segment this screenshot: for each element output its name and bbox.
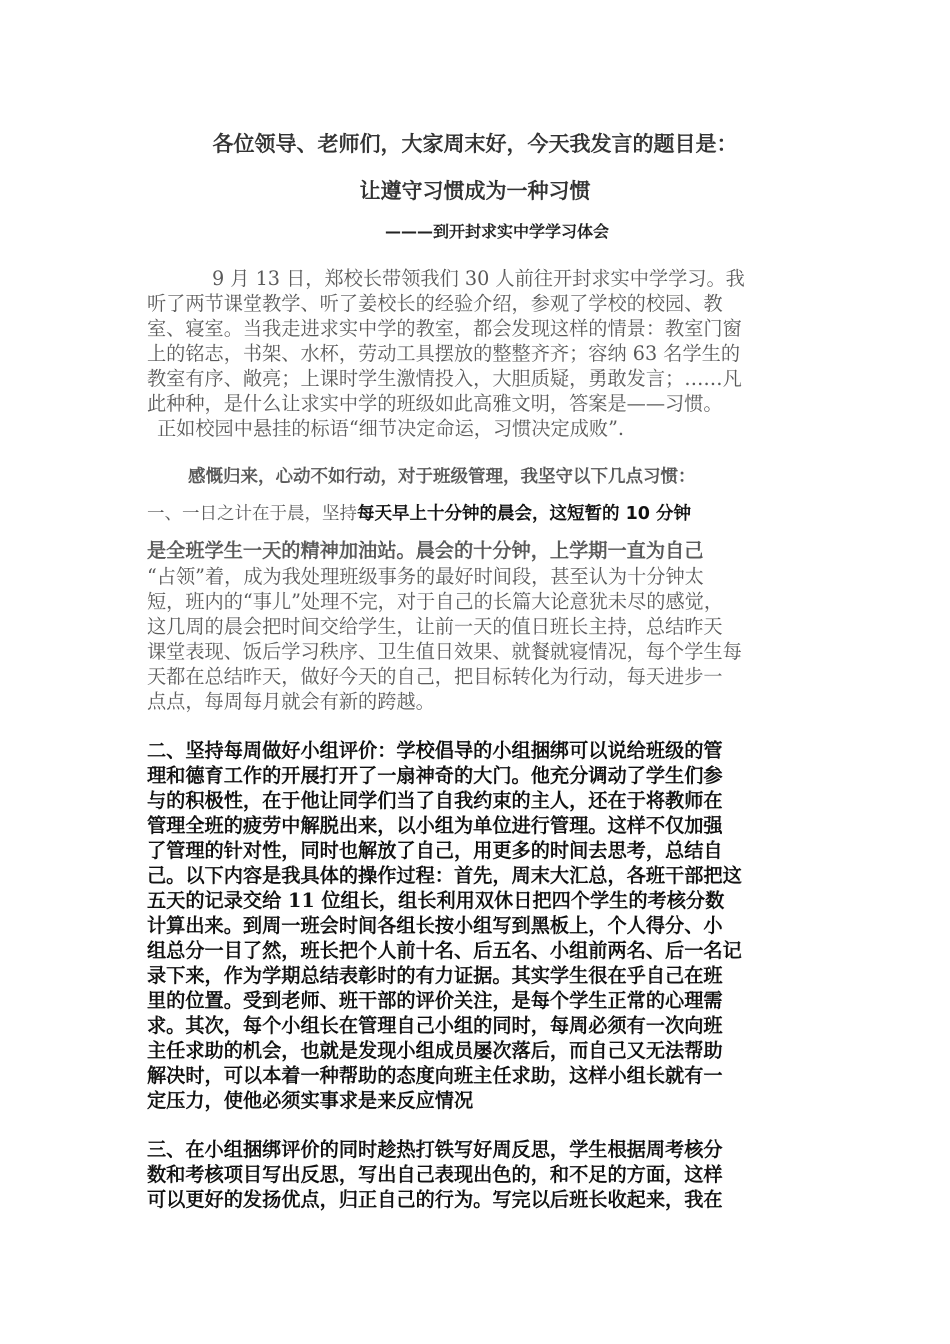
section-three-line: 数和考核项目写出反思，写出自己表现出色的，和不足的方面，这样 <box>147 1163 723 1186</box>
section-two-line: 了管理的针对性，同时也解放了自己，用更多的时间去思考，总结自 <box>147 839 723 862</box>
intro-line: 听了两节课堂教学、听了姜校长的经验介绍，参观了学校的校园、教 <box>147 292 723 315</box>
intro-line: 上的铭志，书架、水杯，劳动工具摆放的整整齐齐；容纳 63 名学生的 <box>147 342 741 365</box>
section-one-line: 这几周的晨会把时间交给学生，让前一天的值日班长主持，总结昨天 <box>147 615 723 638</box>
section-two-line: 求。其次，每个小组长在管理自己小组的同时，每周必须有一次向班 <box>147 1014 723 1037</box>
section-two-line: 里的位置。受到老师、班干部的评价关注，是每个学生正常的心理需 <box>147 989 723 1012</box>
section-two-line: 理和德育工作的开展打开了一扇神奇的大门。他充分调动了学生们参 <box>147 764 723 787</box>
section-one-line: 是全班学生一天的精神加油站。晨会的十分钟，上学期一直为自己 <box>147 539 704 562</box>
section-two-line: 与的积极性，在于他让同学们当了自我约束的主人，还在于将教师在 <box>147 789 723 812</box>
section-two-line: 解决时，可以本着一种帮助的态度向班主任求助，这样小组长就有一 <box>147 1064 723 1087</box>
section-one-bold-text: 每天早上十分钟的晨会，这短暂的 10 分钟 <box>357 504 692 524</box>
section-one-first-line <box>147 503 691 525</box>
section-two-line: 定压力，使他必须实事求是来反应情况 <box>147 1089 474 1112</box>
section-two-line: 计算出来。到周一班会时间各组长按小组写到黑板上，个人得分、小 <box>147 914 723 937</box>
section-two-line: 五天的记录交给 11 位组长，组长利用双休日把四个学生的考核分数 <box>147 889 725 912</box>
speech-title: 让遵守习惯成为一种习惯 <box>359 179 591 203</box>
section-one-lead-text: 一、一日之计在于晨，坚持 <box>147 504 357 524</box>
section-one-line: 短，班内的“事儿”处理不完，对于自己的长篇大论意犹未尽的感觉， <box>147 590 724 613</box>
section-one-line: 天都在总结昨天，做好今天的自己，把目标转化为行动，每天进步一 <box>147 665 723 688</box>
lead-sentence: 感慨归来，心动不如行动，对于班级管理，我坚守以下几点习惯： <box>188 467 696 487</box>
section-two-line: 管理全班的疲劳中解脱出来，以小组为单位进行管理。这样不仅加强 <box>147 814 723 837</box>
intro-line: 9 月 13 日，郑校长带领我们 30 人前往开封求实中学学习。我 <box>212 267 745 290</box>
intro-line: 教室有序、敞亮；上课时学生激情投入，大胆质疑，勇敢发言；……凡 <box>147 367 742 390</box>
section-two-line: 录下来，作为学期总结表彰时的有力证据。其实学生很在乎自己在班 <box>147 964 723 987</box>
section-one-line: “占领”着，成为我处理班级事务的最好时间段，甚至认为十分钟太 <box>147 565 704 588</box>
section-two-line: 己。以下内容是我具体的操作过程：首先，周末大汇总，各班干部把这 <box>147 864 742 887</box>
section-two-line: 组总分一目了然，班长把个人前十名、后五名、小组前两名、后一名记 <box>147 939 742 962</box>
section-two-line: 主任求助的机会，也就是发现小组成员屡次落后，而自己又无法帮助 <box>147 1039 723 1062</box>
speech-subtitle: ———到开封求实中学学习体会 <box>385 222 610 241</box>
intro-line: 正如校园中悬挂的标语“细节决定命运，习惯决定成败”. <box>157 417 625 440</box>
intro-line: 此种种，是什么让求实中学的班级如此高雅文明，答案是——习惯。 <box>147 392 723 415</box>
section-three-line: 可以更好的发扬优点，归正自己的行为。写完以后班长收起来，我在 <box>147 1188 723 1211</box>
intro-line: 室、寝室。当我走进求实中学的教室，都会发现这样的情景：教室门窗 <box>147 317 742 340</box>
section-three-line: 三、在小组捆绑评价的同时趁热打铁写好周反思，学生根据周考核分 <box>147 1138 723 1161</box>
greeting-heading: 各位领导、老师们，大家周末好，今天我发言的题目是： <box>212 132 738 156</box>
section-two-line: 二、坚持每周做好小组评价：学校倡导的小组捆绑可以说给班级的管 <box>147 739 723 762</box>
section-one-line: 点点，每周每月就会有新的跨越。 <box>147 690 435 713</box>
section-one-line: 课堂表现、饭后学习秩序、卫生值日效果、就餐就寝情况，每个学生每 <box>147 640 742 663</box>
